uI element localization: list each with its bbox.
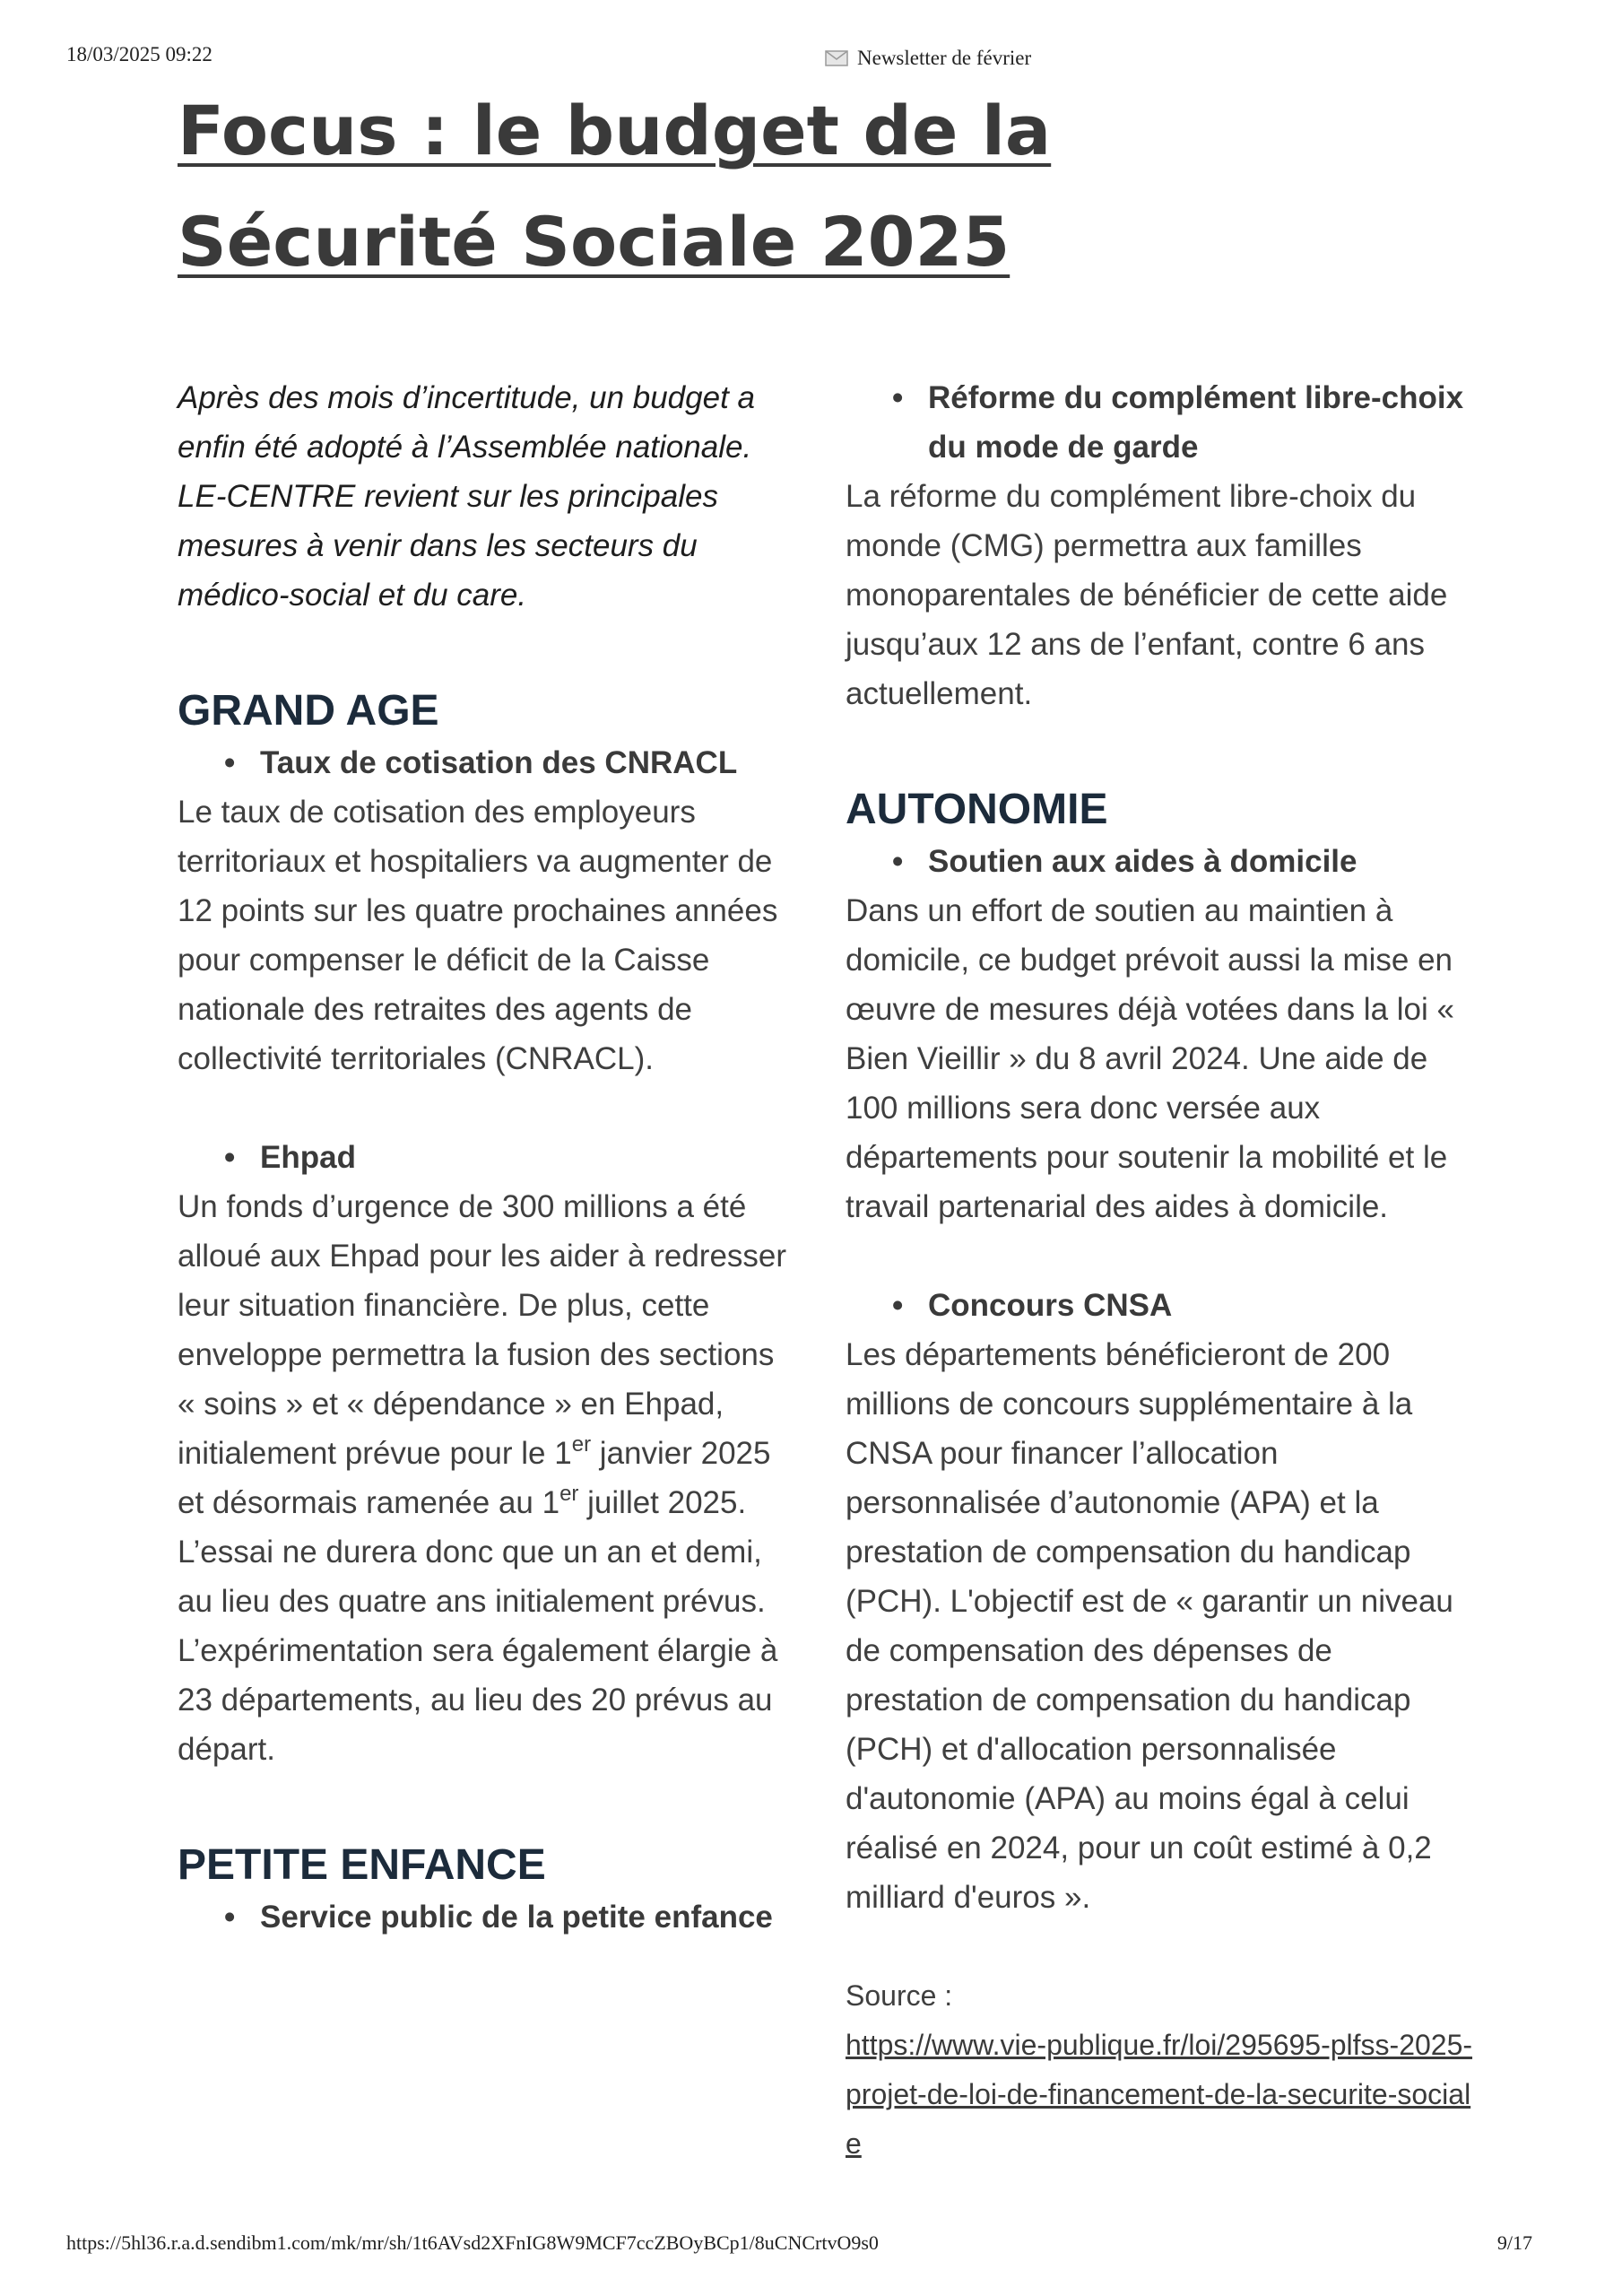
paragraph-ehpad	[178, 1182, 787, 1774]
ehpad-text-part-3: juillet 2025. L’essai ne durera donc que un an et demi, au lieu des quatre ans initialement prévus. L’expérimentation sera également élargie à 23 départements, au lieu des 20 prévus au départ.	[178, 1485, 778, 1767]
page-number: 9/17	[1496, 2231, 1532, 2254]
envelope-icon	[825, 50, 848, 66]
paragraph-cnracl: Le taux de cotisation des employeurs territoriaux et hospitaliers va augmenter de 12 points sur les quatre prochaines années pour compenser le déficit de la Caisse nationale des retraites des agents de collectivité territoriales (CNRACL).	[178, 795, 778, 1076]
bullet-aides-domicile: • Soutien aux aides à domicile	[846, 837, 1473, 886]
ehpad-superscript-2: er	[559, 1482, 579, 1506]
section-heading-grand-age: GRAND AGE	[178, 687, 439, 735]
article-title: Focus : le budget de la Sécurité Sociale 2025	[178, 91, 1052, 282]
section-heading-autonomie: AUTONOMIE	[846, 786, 1108, 833]
bullet-cnracl: • Taux de cotisation des CNRACL	[178, 738, 787, 787]
article-intro: Après des mois d’incertitude, un budget a enfin été adopté à l’Assemblée nationale. LE-CENTRE revient sur les principales mesures à venir dans les secteurs du médico-social et du care.	[178, 380, 755, 613]
right-column	[846, 373, 1473, 2169]
bullet-concours-cnsa: • Concours CNSA	[846, 1281, 1473, 1330]
print-header-datetime: 18/03/2025 09:22	[66, 43, 213, 65]
source-link[interactable]: https://www.vie-publique.fr/loi/295695-plfss-2025-projet-de-loi-de-financement-de-la-securite-sociale	[846, 2029, 1473, 2160]
ehpad-superscript-1: er	[571, 1432, 592, 1457]
bullet-cmg: • Réforme du complément libre-choix du mode de garde	[846, 373, 1473, 472]
section-heading-petite-enfance: PETITE ENFANCE	[178, 1841, 546, 1889]
paragraph-aides-domicile: Dans un effort de soutien au maintien à domicile, ce budget prévoit aussi la mise en œuvre de mesures déjà votées dans la loi « Bien Vieillir » du 8 avril 2024. Une aide de 100 millions sera donc versée aux départements pour soutenir la mobilité et le travail partenarial des aides à domicile.	[846, 893, 1454, 1224]
source-line	[846, 1971, 1473, 2169]
left-column	[178, 373, 787, 1942]
paragraph-cmg: La réforme du complément libre-choix du monde (CMG) permettra aux familles monoparentales de bénéficier de cette aide jusqu’aux 12 ans de l’enfant, contre 6 ans actuellement.	[846, 479, 1448, 711]
print-footer-url: https://5hl36.r.a.d.sendibm1.com/mk/mr/sh/1t6AVsd2XFnIG8W9MCF7ccZBOyBCp1/8uCNCrtvO9s0	[66, 2231, 879, 2254]
newsletter-title: Newsletter de février	[857, 47, 1032, 69]
bullet-service-public: • Service public de la petite enfance	[178, 1892, 787, 1942]
source-label: Source :	[846, 1979, 961, 2012]
ehpad-text-part-2: janvier 2025 et désormais ramenée au 1	[178, 1436, 771, 1520]
bullet-ehpad: • Ehpad	[178, 1133, 787, 1182]
paragraph-concours-cnsa: Les départements bénéficieront de 200 millions de concours supplémentaire à la CNSA pour financer l’allocation personnalisée d’autonomie (APA) et la prestation de compensation du handicap (PCH). L'objectif est de « garantir un niveau de compensation des dépenses de prestation de compensation du handicap (PCH) et d'allocation personnalisée d'autonomie (APA) au moins égal à celui réalisé en 2024, pour un coût estimé à 0,2 milliard d'euros ».	[846, 1337, 1453, 1915]
print-header-title	[825, 47, 1031, 70]
ehpad-text-part-1: Un fonds d’urgence de 300 millions a été alloué aux Ehpad pour les aider à redresser leur situation financière. De plus, cette enveloppe permettra la fusion des sections « soins » et « dépendance » en Ehpad, initialement prévue pour le 1	[178, 1189, 787, 1471]
